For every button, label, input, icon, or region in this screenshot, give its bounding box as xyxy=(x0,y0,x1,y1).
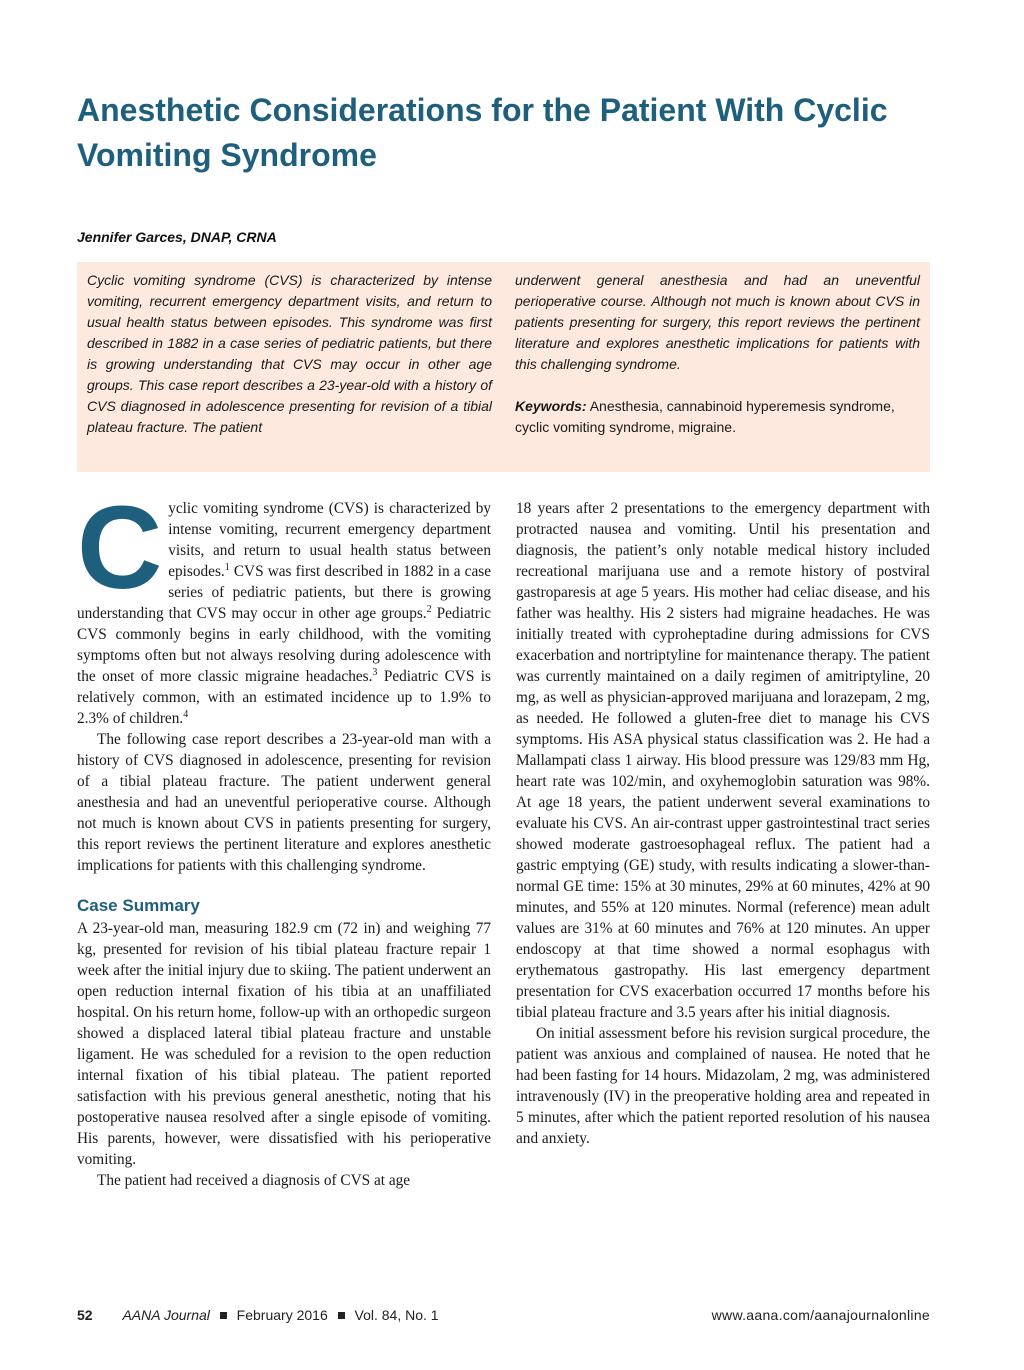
page-footer xyxy=(77,1305,930,1325)
intro-paragraph xyxy=(77,482,492,729)
keywords-list: Anesthesia, cannabinoid hyperemesis syndrome, cyclic vomiting syndrome, migraine. xyxy=(515,398,895,435)
body-paragraph: 18 years after 2 presentations to the emergency department with protracted nausea and vomiting. Until his presentation and diagnosis, the patient’s only notable medical history included recreational marijuana use and a remote history of postviral gastroparesis at age 5 years. His mother had celiac disease, and his father was healthy. His 2 sisters had migraine headaches. He was initially treated with cyproheptadine during admissions for CVS exacerbation and nortriptyline for maintenance therapy. The patient was currently maintained on a daily regimen of amitriptyline, 20 mg, as well as physician-approved marijuana and lorazepam, 2 mg, as needed. He followed a gluten-free diet to manage his CVS symptoms. His ASA physical status classification was 2. He had a Mallampati class 1 airway. His blood pressure was 129/83 mm Hg, heart rate was 102/min, and oxyhemoglobin saturation was 98%. At age 18 years, the patient underwent several examinations to evaluate his CVS. An air-contrast upper gastrointestinal tract series showed moderate gastroesophageal reflux. The patient had a gastric emptying (GE) study, with results indicating a slower-than-normal GE time: 15% at 30 minutes, 29% at 60 minutes, 42% at 90 minutes, and 55% at 120 minutes. Normal (reference) mean adult values are 31% at 60 minutes and 76% at 120 minutes. An upper endoscopy at that time showed a normal esophagus with erythematous gastropathy. His last emergency department presentation for CVS exacerbation occurred 17 months before his tibial plateau fracture and 3.5 years after his initial diagnosis. xyxy=(516,500,930,1021)
reference-1: 1 xyxy=(224,561,230,573)
body-right-column xyxy=(516,498,930,1149)
section-heading-case-summary: Case Summary xyxy=(77,896,200,915)
body-paragraph: The patient had received a diagnosis of CVS at age xyxy=(97,1172,411,1189)
author-byline: Jennifer Garces, DNAP, CRNA xyxy=(77,229,277,245)
abstract-left-column: Cyclic vomiting syndrome (CVS) is characterized by intense vomiting, recurrent emergency department visits, and return to usual health status between episodes. This syndrome was first described in 1882 in a case series of pediatric patients, but there is growing understanding that CVS may occur in other age groups. This case report describes a 23-year-old with a history of CVS diagnosed in adolescence presenting for revision of a tibial plateau fracture. The patient xyxy=(87,272,492,435)
reference-4: 4 xyxy=(183,708,189,720)
body-left-column xyxy=(77,482,492,1191)
separator-square-icon xyxy=(220,1312,227,1319)
intro-text-1: yclic vomiting syndrome (CVS) is characterized by intense vomiting, recurrent emergency department visits, and return to usual health status between episodes. xyxy=(168,500,491,580)
journal-url[interactable]: www.aana.com/aanajournalonline xyxy=(711,1307,930,1323)
keywords-label: Keywords: xyxy=(515,398,587,414)
issue-date: February 2016 xyxy=(236,1307,328,1323)
reference-3: 3 xyxy=(372,666,378,678)
body-paragraph: On initial assessment before his revision surgical procedure, the patient was anxious and complained of nausea. He noted that he had been fasting for 14 hours. Midazolam, 2 mg, was administered intravenously (IV) in the preoperative holding area and repeated in 5 minutes, after which the patient reported resolution of his nausea and anxiety. xyxy=(516,1025,930,1147)
reference-2: 2 xyxy=(426,603,432,615)
issue-volume: Vol. 84, No. 1 xyxy=(354,1307,439,1323)
drop-cap: C xyxy=(77,482,163,614)
intro-text-3: Pediatric CVS commonly begins in early childhood, with the vomiting symptoms often but not always resolving during adolescence with the onset of more classic migraine headaches. xyxy=(77,605,492,685)
abstract-box xyxy=(77,262,930,472)
article-title: Anesthetic Considerations for the Patient With Cyclic Vomiting Syndrome xyxy=(77,92,888,173)
page-number: 52 xyxy=(77,1307,93,1323)
intro-text-4: Pediatric CVS is relatively common, with an estimated incidence up to 1.9% to 2.3% of children. xyxy=(77,668,491,727)
separator-square-icon xyxy=(338,1312,345,1319)
journal-name: AANA Journal xyxy=(122,1307,210,1323)
body-paragraph: The following case report describes a 23-year-old man with a history of CVS diagnosed in adolescence, presenting for revision of a tibial plateau fracture. The patient underwent general anesthesia and had an uneventful perioperative course. Although not much is known about CVS in patients presenting for surgery, this report reviews the pertinent literature and explores anesthetic implications for patients with this challenging syndrome. xyxy=(77,731,491,874)
abstract-right-text: underwent general anesthesia and had an uneventful perioperative course. Although not much is known about CVS in patients presenting for surgery, this report reviews the pertinent literature and explores anesthetic implications for patients with this challenging syndrome. xyxy=(515,272,920,372)
body-paragraph: A 23-year-old man, measuring 182.9 cm (72 in) and weighing 77 kg, presented for revision of his tibial plateau fracture repair 1 week after the initial injury due to skiing. The patient underwent an open reduction internal fixation of his tibia at an unaffiliated hospital. On his return home, follow-up with an orthopedic surgeon showed a displaced lateral tibial plateau fracture and unstable ligament. He was scheduled for a revision to the open reduction internal fixation of his tibial plateau. The patient reported satisfaction with his previous general anesthetic, noting that his postoperative nausea resolved after a single episode of vomiting. His parents, however, were dissatisfied with his perioperative vomiting. xyxy=(77,920,491,1168)
keywords xyxy=(515,396,920,438)
abstract-right-column xyxy=(515,270,920,438)
intro-text-2: CVS was first described in 1882 in a case series of pediatric patients, but there is growing understanding that CVS may occur in other age groups. xyxy=(77,563,491,622)
